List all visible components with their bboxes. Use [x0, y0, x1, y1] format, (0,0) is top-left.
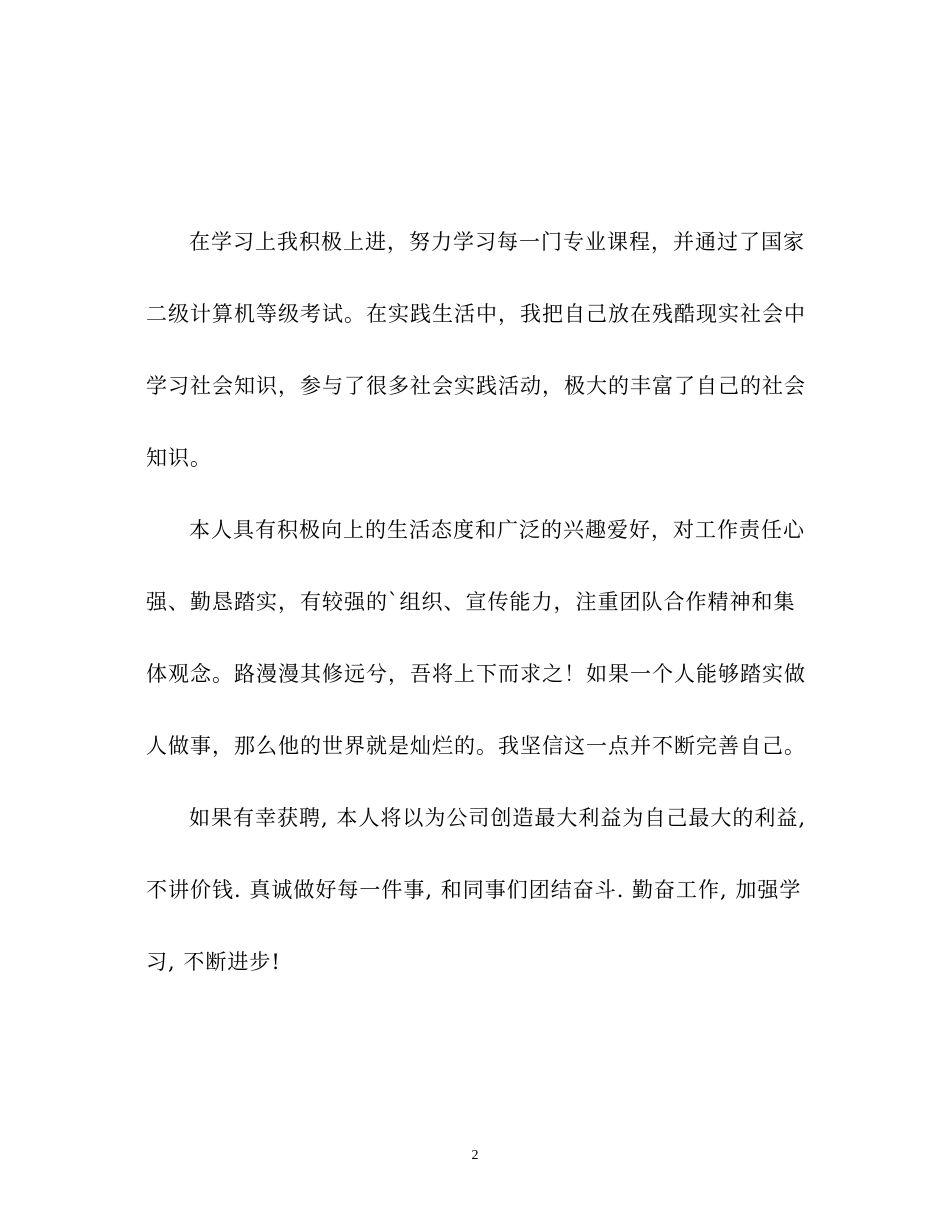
text-line: 人做事，那么他的世界就是灿烂的。我坚信这一点并不断完善自己。 [146, 734, 806, 758]
text-line: 如果有幸获聘, 本人将以为公司创造最大利益为自己最大的利益, [189, 806, 807, 830]
text-line: 在学习上我积极上进，努力学习每一门专业课程，并通过了国家 [189, 230, 805, 254]
paragraph-2 [146, 494, 806, 782]
paragraph-1 [146, 206, 806, 494]
text-line: 习, 不断进步! [146, 950, 281, 974]
text-line: 本人具有积极向上的生活态度和广泛的兴趣爱好，对工作责任心 [189, 518, 805, 542]
text-line: 不讲价钱. 真诚做好每一件事, 和同事们团结奋斗. 勤奋工作, 加强学 [146, 878, 802, 902]
text-line: 强、勤恳踏实，有较强的`组织、宣传能力，注重团队合作精神和集 [146, 590, 796, 614]
page-number: 2 [471, 1148, 479, 1163]
text-line: 知识。 [146, 446, 212, 470]
text-line: 体观念。路漫漫其修远兮，吾将上下而求之！如果一个人能够踏实做 [146, 662, 806, 686]
text-line: 学习社会知识，参与了很多社会实践活动，极大的丰富了自己的社会 [146, 374, 806, 398]
text-line: 二级计算机等级考试。在实践生活中，我把自己放在残酷现实社会中 [146, 302, 806, 326]
document-body [146, 206, 806, 998]
paragraph-3 [146, 782, 806, 998]
